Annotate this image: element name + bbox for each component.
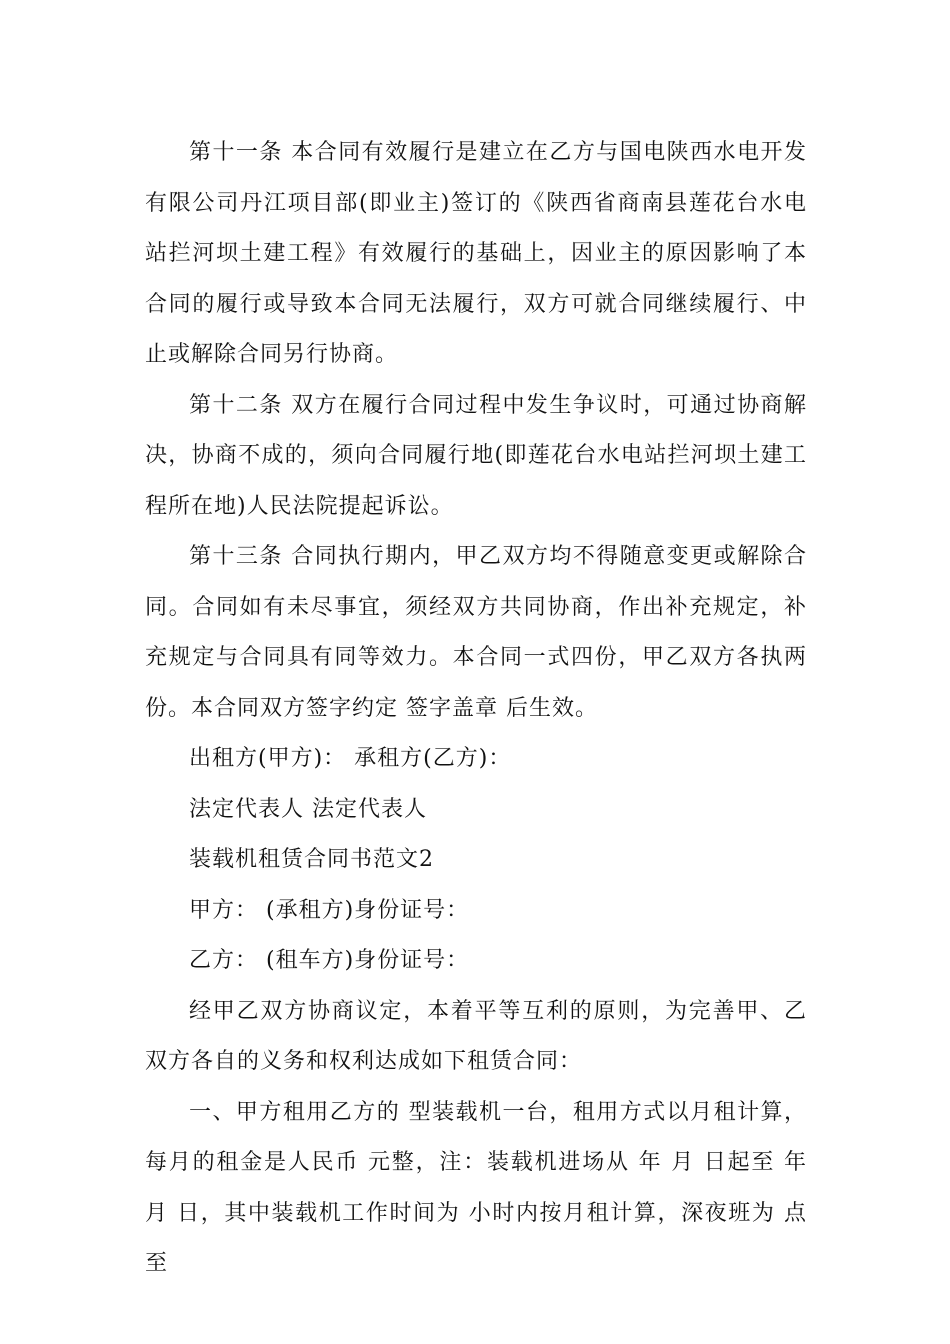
party-a-line: 甲方： (承租方)身份证号： <box>189 897 470 923</box>
legal-representative-line: 法定代表人 法定代表人 <box>189 796 427 822</box>
paragraph-article-13: 第十三条 合同执行期内，甲乙双方均不得随意变更或解除合同。合同如有未尽事宜，须经双方共同协商，作出补充规定，补充规定与合同具有同等效力。本合同一式四份，甲乙双方各执两份。本合同双方签字约定 签字盖章 后生效。 <box>145 544 807 721</box>
party-b-line: 乙方： (租车方)身份证号： <box>189 948 470 973</box>
signature-parties-line: 出租方(甲方)： 承租方(乙方)： <box>189 746 512 771</box>
paragraph-preamble: 经甲乙双方协商议定，本着平等互利的原则，为完善甲、乙双方各自的义务和权利达成如下租赁合同： <box>145 998 807 1074</box>
paragraph-article-12: 第十二条 双方在履行合同过程中发生争议时，可通过协商解决，协商不成的，须向合同履行地(即莲花台水电站拦河坝土建工程所在地)人民法院提起诉讼。 <box>145 392 807 519</box>
paragraph-clause-1: 一、甲方租用乙方的 型装载机一台，租用方式以月租计算，每月的租金是人民币 元整，注：装载机进场从 年 月 日起至 年 月 日，其中装载机工作时间为 小时内按月租计算，深夜班为 点至 <box>145 1099 807 1276</box>
section-heading-sample-2: 装载机租赁合同书范文2 <box>189 847 434 872</box>
paragraph-article-11: 第十一条 本合同有效履行是建立在乙方与国电陕西水电开发有限公司丹江项目部(即业主)签订的《陕西省商南县莲花台水电站拦河坝土建工程》有效履行的基础上，因业主的原因影响了本合同的履行或导致本合同无法履行，双方可就合同继续履行、中止或解除合同另行协商。 <box>145 140 807 367</box>
document-body <box>145 128 807 1290</box>
